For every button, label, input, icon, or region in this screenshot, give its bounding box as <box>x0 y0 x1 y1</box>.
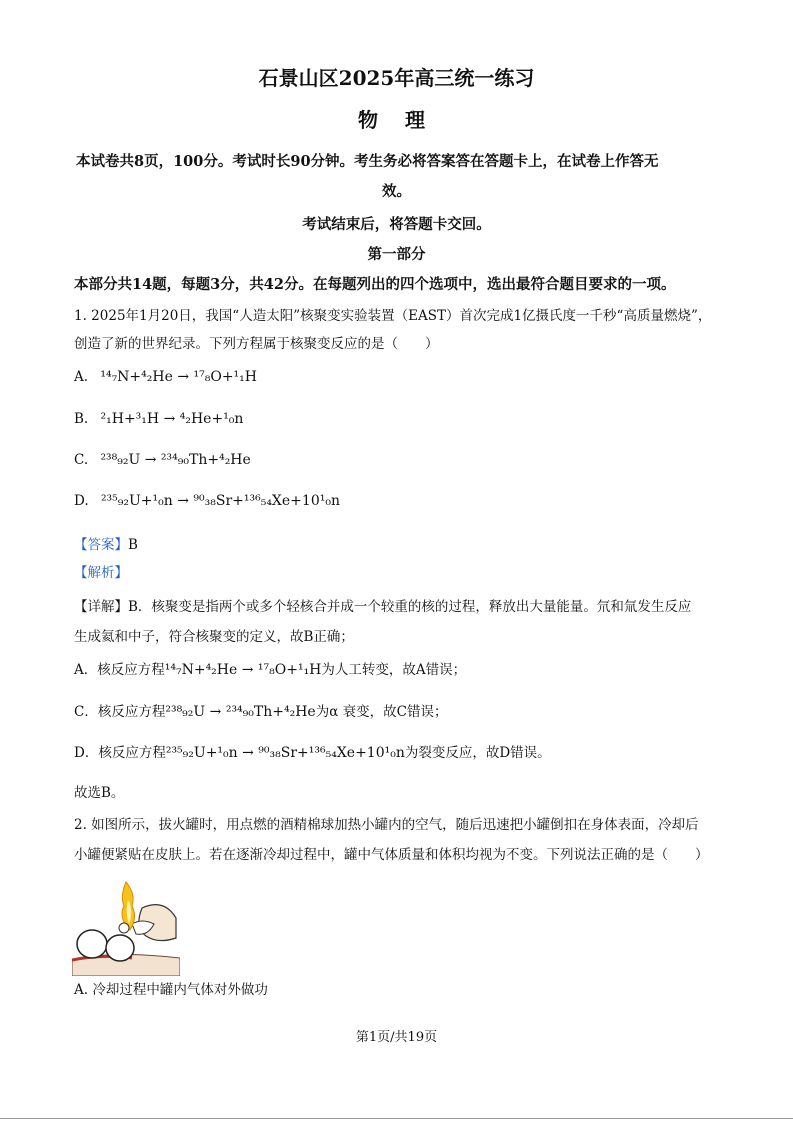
option-label: B. <box>74 411 89 427</box>
detail-equation: ¹⁴₇N+⁴₂He → ¹⁷₈O+¹₁H <box>164 662 322 678</box>
subject-title: 物 理 <box>358 108 435 132</box>
answer-tag: 【答案】 <box>74 537 128 553</box>
analysis-tag: 【解析】 <box>74 565 128 581</box>
option-equation: ²³⁸₉₂U → ²³⁴₉₀Th+⁴₂He <box>100 452 251 468</box>
notice-line-2: 效。 <box>382 183 411 200</box>
cupping-illustration <box>72 878 180 976</box>
detail-prefix: A．核反应方程 <box>74 662 165 678</box>
detail-text: B．核聚变是指两个或多个轻核合并成一个较重的核的过程，释放出大量能量。氘和氚发生反应 <box>128 599 692 615</box>
option-label: A. <box>74 369 89 385</box>
option-equation: ¹⁴₇N+⁴₂He → ¹⁷₈O+¹₁H <box>100 369 257 385</box>
answer-value: B <box>128 537 138 553</box>
notice-line-3: 考试结束后，将答题卡交回。 <box>302 216 491 233</box>
q1-stem-line-2: 创造了新的世界纪录。下列方程属于核聚变反应的是（ ） <box>74 336 439 352</box>
option-label: D. <box>74 493 89 509</box>
detail-tag: 【详解】 <box>74 599 128 615</box>
detail-suffix: 为裂变反应，故D错误。 <box>404 745 551 761</box>
option-equation: ²₁H+³₁H → ⁴₂He+¹₀n <box>100 411 244 427</box>
q2-stem-line-1: 2. 如图所示，拔火罐时，用点燃的酒精棉球加热小罐内的空气，随后迅速把小罐倒扣在身体表面，冷却后 <box>74 817 699 833</box>
q2-option-a: A. 冷却过程中罐内气体对外做功 <box>74 982 268 998</box>
option-label: C. <box>74 452 89 468</box>
q1-answer <box>74 535 138 555</box>
q1-detail-line-1 <box>74 597 691 617</box>
detail-equation: ²³⁵₉₂U+¹₀n → ⁹⁰₃₈Sr+¹³⁶₅₄Xe+10¹₀n <box>165 745 405 761</box>
q1-detail-a <box>74 660 466 680</box>
detail-suffix: 为α 衰变，故C错误； <box>315 704 448 720</box>
part-heading: 第一部分 <box>367 246 426 263</box>
q1-detail-line-2: 生成氦和中子，符合核聚变的定义，故B正确； <box>74 629 354 645</box>
option-equation: ²³⁵₉₂U+¹₀n → ⁹⁰₃₈Sr+¹³⁶₅₄Xe+10¹₀n <box>100 493 340 509</box>
q1-option-c <box>74 450 251 470</box>
q1-option-a <box>74 367 257 387</box>
bottom-rule <box>0 1118 793 1119</box>
detail-suffix: 为人工转变，故A错误； <box>321 662 467 678</box>
q1-conclusion: 故选B。 <box>74 785 125 801</box>
detail-prefix: D．核反应方程 <box>74 745 166 761</box>
detail-prefix: C．核反应方程 <box>74 704 166 720</box>
q1-detail-c <box>74 702 447 722</box>
exam-title: 石景山区2025年高三统一练习 <box>258 66 535 90</box>
q1-option-b <box>74 409 243 429</box>
detail-equation: ²³⁸₉₂U → ²³⁴₉₀Th+⁴₂He <box>165 704 316 720</box>
part-description: 本部分共14题，每题3分，共42分。在每题列出的四个选项中，选出最符合题目要求的一项。 <box>74 276 676 293</box>
notice-line-1: 本试卷共8页，100分。考试时长90分钟。考生务必将答案答在答题卡上，在试卷上作答无 <box>76 153 659 170</box>
q2-stem-line-2: 小罐便紧贴在皮肤上。若在逐渐冷却过程中，罐中气体质量和体积均视为不变。下列说法正确的是（ ） <box>74 847 709 863</box>
q1-detail-d <box>74 743 551 763</box>
q1-option-d <box>74 491 340 511</box>
q1-stem-line-1: 1. 2025年1月20日，我国“人造太阳”核聚变实验装置（EAST）首次完成1亿摄氏度一千秒“高质量燃烧”， <box>74 308 712 324</box>
page-footer: 第1页/共19页 <box>355 1030 438 1045</box>
